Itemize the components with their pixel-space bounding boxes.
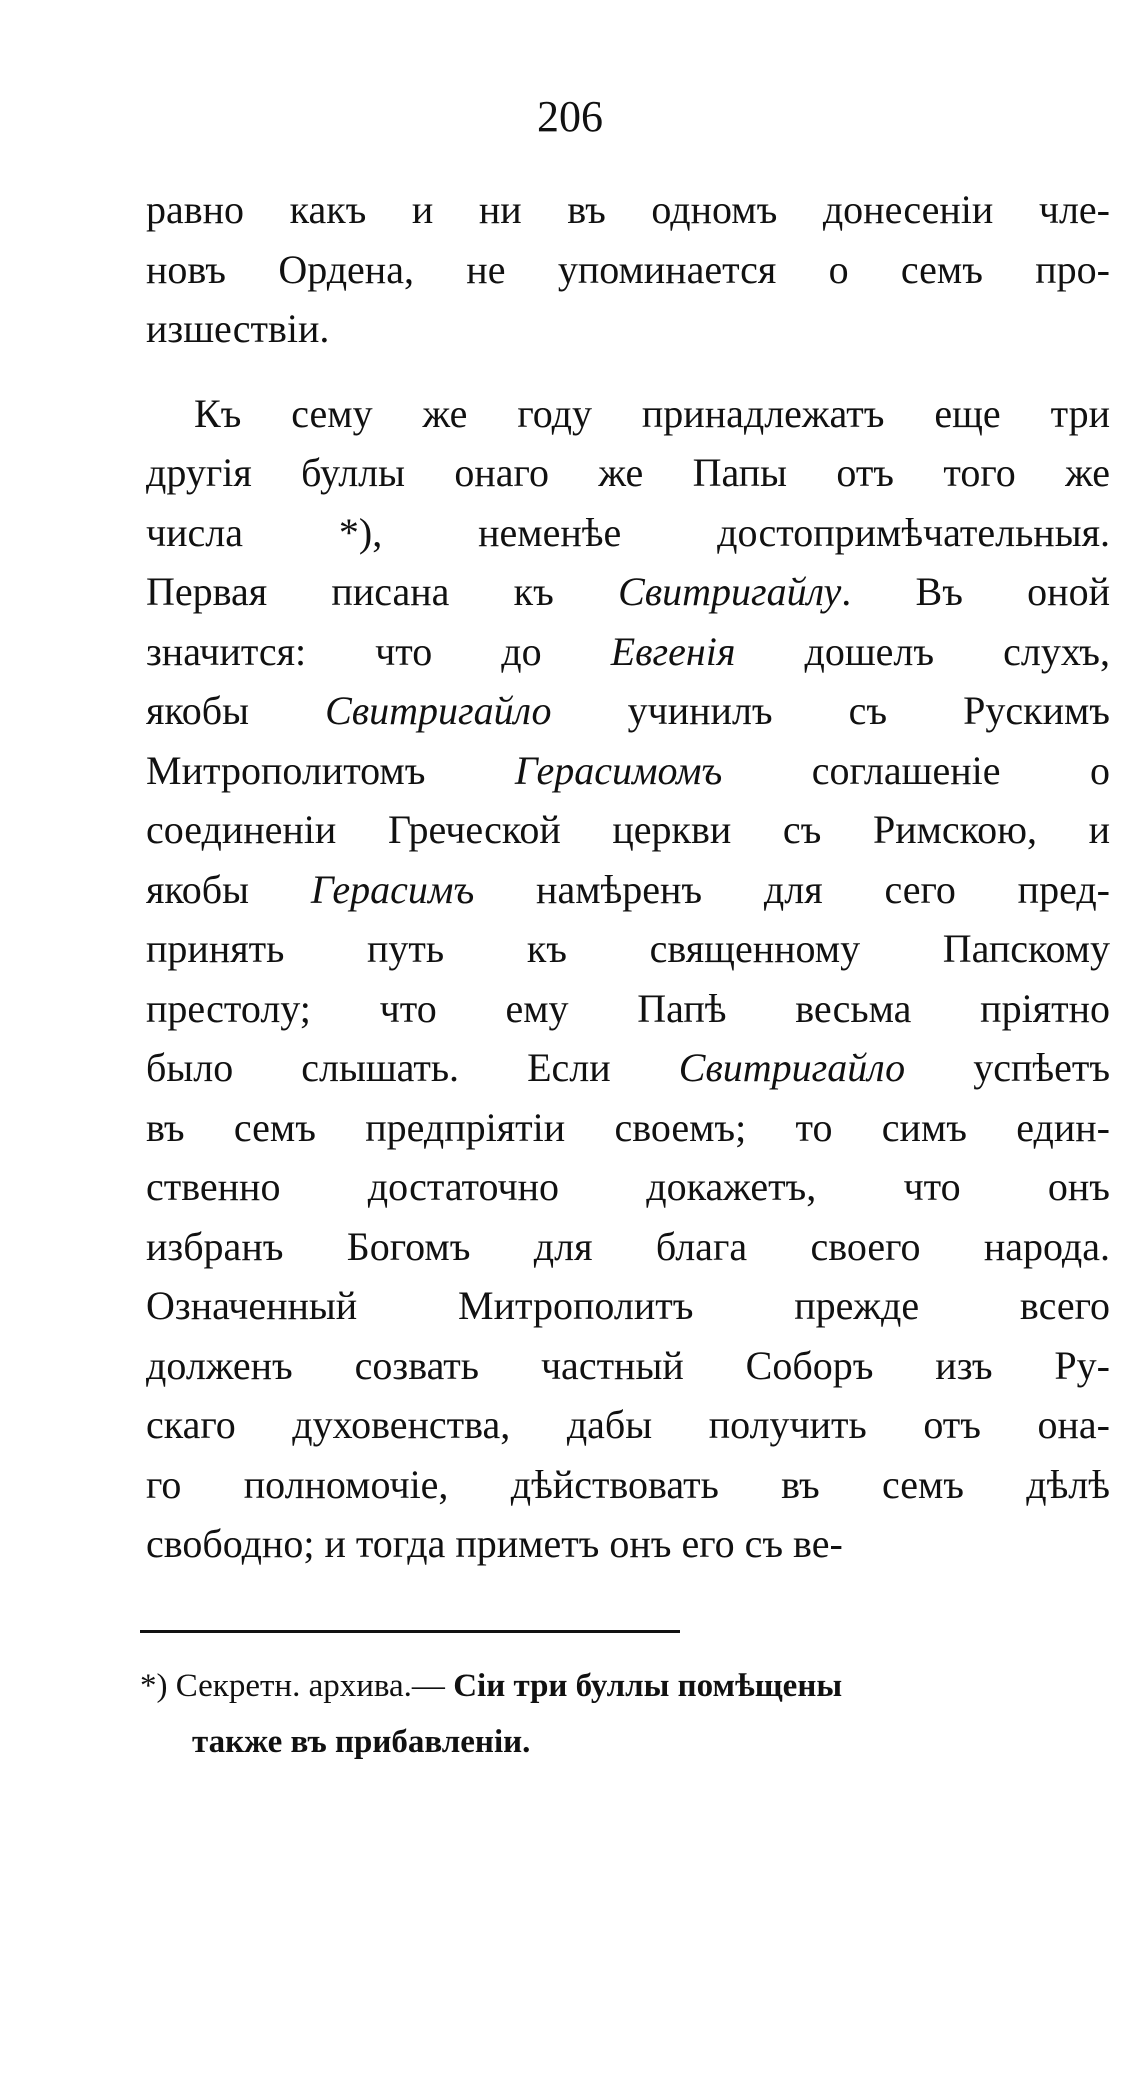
footnote bbox=[140, 1658, 1070, 1770]
text-segment: избранъ Богомъ для блага своего народа. bbox=[146, 1223, 1110, 1269]
text-line bbox=[146, 384, 1110, 444]
text-line bbox=[146, 919, 1110, 979]
text-segment: Митрополитомъ bbox=[146, 747, 515, 793]
text-line bbox=[146, 299, 1110, 359]
text-segment: въ семъ предпріятіи своемъ; то симъ един- bbox=[146, 1104, 1110, 1150]
text-segment: изшествіи. bbox=[146, 306, 330, 351]
italic-name: Герасимомъ bbox=[514, 747, 723, 793]
text-line bbox=[146, 1098, 1110, 1158]
text-line bbox=[146, 1336, 1110, 1396]
text-segment: значится: что до bbox=[146, 628, 611, 674]
text-segment: Означенный Митрополитъ прежде всего bbox=[146, 1283, 1110, 1328]
text-line bbox=[146, 1157, 1110, 1217]
text-line bbox=[146, 622, 1110, 682]
text-line bbox=[146, 503, 1110, 563]
text-line bbox=[146, 741, 1110, 801]
page-number: 206 bbox=[537, 92, 603, 141]
text-segment: принять путь къ священному Папскому bbox=[146, 926, 1110, 971]
text-segment: якобы bbox=[146, 866, 311, 912]
text-segment: числа *), неменѣе достопримѣчательныя. bbox=[146, 509, 1110, 555]
text-segment: долженъ созвать частный Соборъ изъ Ру- bbox=[146, 1342, 1110, 1388]
text-line bbox=[146, 1455, 1110, 1515]
text-segment: скаго духовенства, дабы получить отъ она- bbox=[146, 1402, 1110, 1447]
text-segment: другія буллы онаго же Папы отъ того же bbox=[146, 450, 1110, 495]
italic-name: Свитригайло bbox=[678, 1045, 906, 1090]
text-segment: якобы bbox=[146, 688, 326, 733]
text-line bbox=[146, 979, 1110, 1039]
text-line bbox=[146, 1276, 1110, 1336]
text-segment: новъ Ордена, не упоминается о семъ про- bbox=[146, 246, 1110, 292]
italic-name: Евгенія bbox=[610, 628, 736, 674]
text-segment: . Въ оной bbox=[841, 569, 1110, 614]
italic-name: Герасимъ bbox=[310, 866, 475, 912]
text-segment: ственно достаточно докажетъ, что онъ bbox=[146, 1164, 1110, 1209]
text-segment: Къ сему же году принадлежатъ еще три bbox=[194, 390, 1110, 436]
text-segment: го полномочіе, дѣйствовать въ семъ дѣлѣ bbox=[146, 1461, 1110, 1507]
text-line bbox=[146, 681, 1110, 741]
text-line bbox=[146, 443, 1110, 503]
text-segment: было слышать. Если bbox=[146, 1045, 679, 1090]
footnote-line-2: также въ прибавленіи. bbox=[192, 1724, 531, 1760]
text-line bbox=[146, 860, 1110, 920]
footnote-marker: *) bbox=[140, 1668, 168, 1704]
text-line bbox=[146, 240, 1110, 300]
text-segment: свободно; и тогда приметъ онъ его съ ве- bbox=[146, 1521, 843, 1566]
text-line bbox=[146, 1395, 1110, 1455]
text-line bbox=[146, 562, 1110, 622]
footnote-line-1 bbox=[140, 1658, 1070, 1714]
text-line bbox=[146, 800, 1110, 860]
footnote-text: Сіи три буллы помѣщены bbox=[453, 1668, 843, 1704]
text-line bbox=[146, 1514, 1110, 1574]
text-segment: намѣренъ для сего пред- bbox=[474, 866, 1110, 912]
body-text bbox=[146, 180, 1110, 1574]
text-segment: престолу; что ему Папѣ весьма пріятно bbox=[146, 985, 1110, 1031]
text-segment: соглашеніе о bbox=[722, 747, 1111, 793]
footnote-divider bbox=[140, 1630, 680, 1633]
text-segment: успѣетъ bbox=[905, 1045, 1111, 1090]
italic-name: Свитригайлу bbox=[618, 569, 842, 614]
text-segment: соединеніи Греческой церкви съ Римскою, и bbox=[146, 807, 1110, 852]
text-line bbox=[146, 1217, 1110, 1277]
text-segment: дошелъ слухъ, bbox=[735, 628, 1110, 674]
text-segment: равно какъ и ни въ одномъ донесеніи чле- bbox=[146, 187, 1110, 232]
text-segment: учинилъ съ Рускимъ bbox=[551, 688, 1110, 733]
text-segment: Первая писана къ bbox=[146, 569, 619, 614]
text-line bbox=[146, 180, 1110, 240]
footnote-source: Секретн. архива.— bbox=[175, 1668, 445, 1704]
text-line bbox=[146, 1038, 1110, 1098]
italic-name: Свитригайло bbox=[325, 688, 552, 733]
